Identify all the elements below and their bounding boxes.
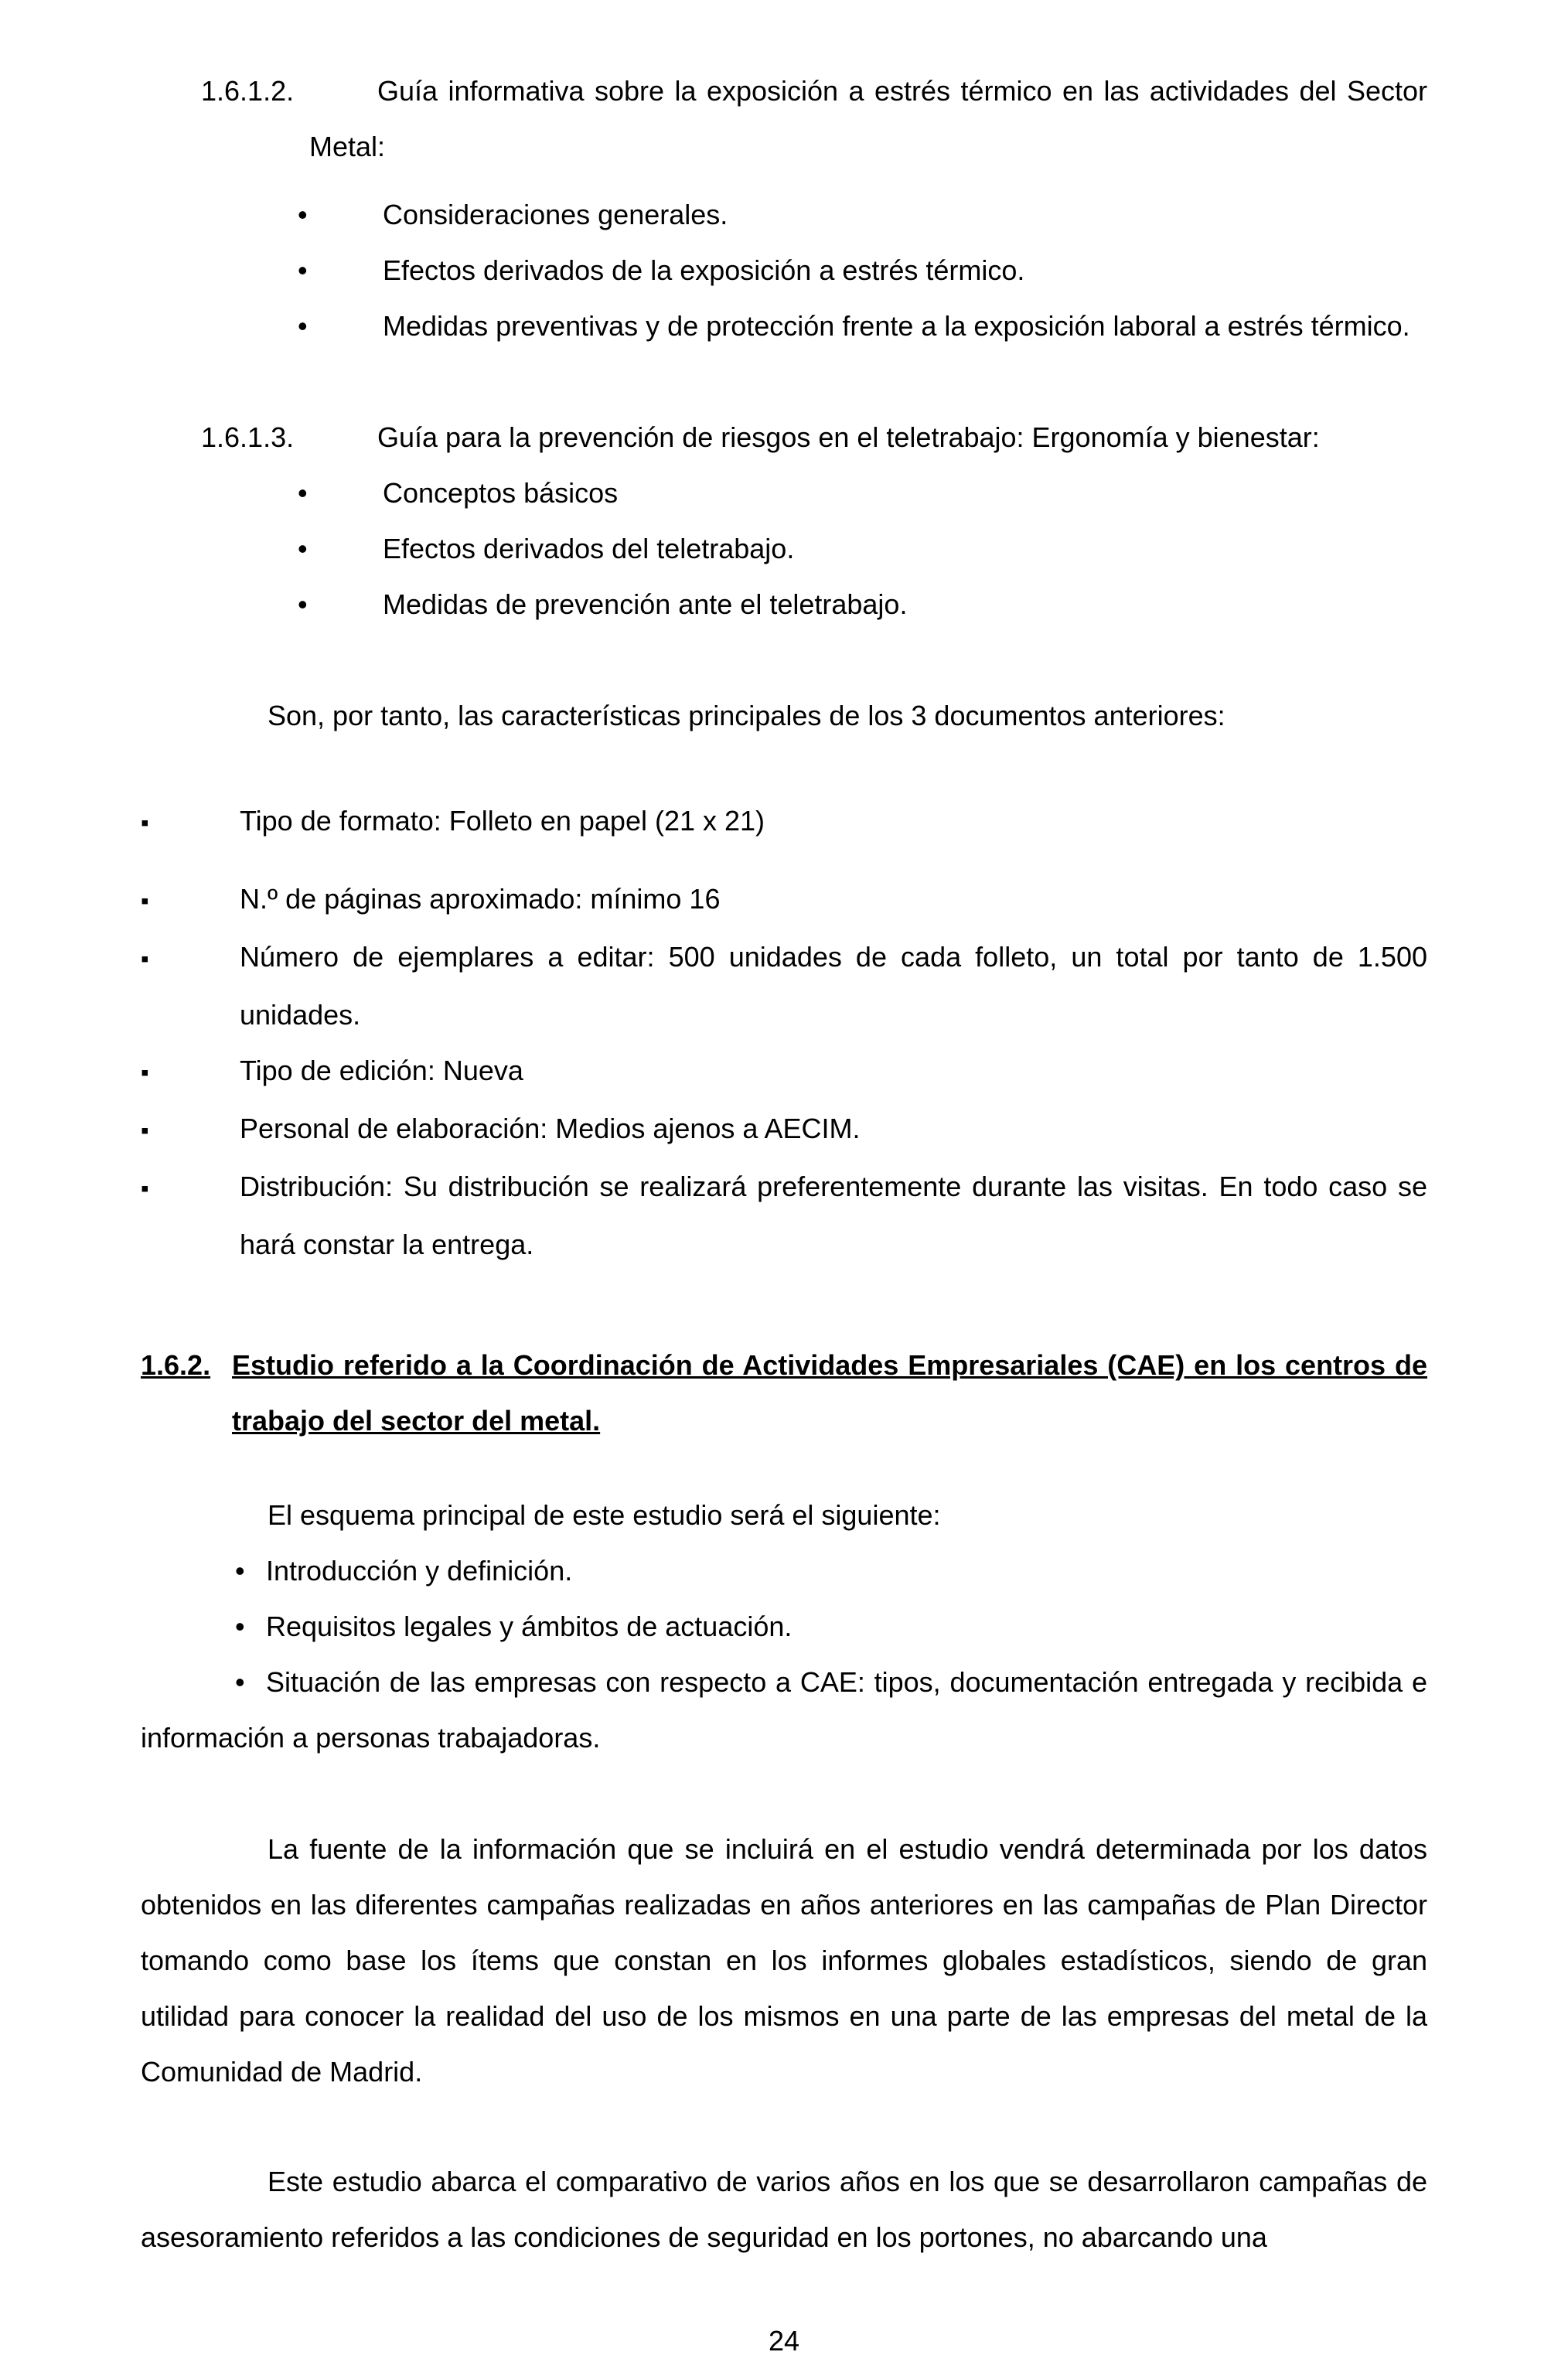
bullet-icon: • xyxy=(235,1666,245,1698)
list-item xyxy=(141,929,1427,1043)
list-item-text: Requisitos legales y ámbitos de actuación. xyxy=(266,1611,793,1642)
section-title: Guía para la prevención de riesgos en el teletrabajo: Ergonomía y bienestar: xyxy=(377,421,1320,453)
list-item-text: Introducción y definición. xyxy=(266,1555,573,1587)
list-item-text: Consideraciones generales. xyxy=(383,199,728,230)
section-number: 1.6.1.3. xyxy=(201,421,295,453)
list-item-text: Tipo de formato: Folleto en papel (21 x 21) xyxy=(240,805,765,837)
bullet-icon: • xyxy=(235,1611,245,1642)
page-number: 24 xyxy=(768,2325,800,2357)
list-item xyxy=(141,521,1427,577)
list-item xyxy=(141,187,1427,243)
list-item xyxy=(141,1101,1427,1159)
esquema-list xyxy=(141,1543,1427,1766)
list-item-text: Distribución: Su distribución se realizará preferentemente durante las visitas. En todo caso se hará constar la entrega. xyxy=(240,1171,1427,1260)
bullet-icon: • xyxy=(298,310,308,342)
list-item xyxy=(141,465,1427,521)
paragraph-intro: Son, por tanto, las características principales de los 3 documentos anteriores: xyxy=(268,700,1225,731)
list-item-text: Número de ejemplares a editar: 500 unidades de cada folleto, un total por tanto de 1.500 unidades. xyxy=(240,941,1427,1031)
list-item-text: N.º de páginas aproximado: mínimo 16 xyxy=(240,883,721,915)
paragraph-fuente: La fuente de la información que se incluirá en el estudio vendrá determinada por los datos obtenidos en las diferentes campañas realizadas en años anteriores en las campañas de Plan Director tomando como base los ítems que constan en los informes globales estadísticos, siendo de gran utilidad para conocer la realidad del uso de los mismos en una parte de las empresas del metal de la Comunidad de Madrid. xyxy=(141,1833,1427,2088)
list-item xyxy=(141,1599,1427,1655)
bullet-icon: • xyxy=(298,254,308,286)
section-heading-162 xyxy=(141,1338,1427,1449)
list-item-text: Efectos derivados de la exposición a estrés térmico. xyxy=(383,254,1025,286)
list-item-text: Medidas preventivas y de protección frente a la exposición laboral a estrés térmico. xyxy=(383,310,1410,342)
section-title: Guía informativa sobre la exposición a estrés térmico en las actividades del Sector Metal: xyxy=(309,75,1427,162)
list-item-text: Situación de las empresas con respecto a CAE: tipos, documentación entregada y recibida e información a personas trabajadoras. xyxy=(141,1666,1427,1754)
list-item xyxy=(141,243,1427,298)
bullet-list-1613 xyxy=(141,465,1427,632)
list-item xyxy=(141,577,1427,632)
list-item xyxy=(141,1159,1427,1273)
section-number: 1.6.2. xyxy=(141,1349,211,1381)
section-heading-1612 xyxy=(141,63,1427,175)
list-item xyxy=(141,1043,1427,1101)
section-number: 1.6.1.2. xyxy=(201,75,295,107)
paragraph-estudio: Este estudio abarca el comparativo de varios años en los que se desarrollaron campañas de asesoramiento referidos a las condiciones de seguridad en los portones, no abarcando una xyxy=(141,2166,1427,2253)
list-item xyxy=(141,1655,1427,1766)
bullet-icon: • xyxy=(298,588,308,620)
bullet-icon: • xyxy=(298,199,308,230)
square-bullet-icon: ▪ xyxy=(141,1118,149,1144)
section-title: Estudio referido a la Coordinación de Actividades Empresariales (CAE) en los centros de trabajo del sector del metal. xyxy=(232,1349,1427,1437)
list-item xyxy=(141,1543,1427,1599)
spec-list xyxy=(141,793,1427,1273)
bullet-list-1612 xyxy=(141,187,1427,354)
list-item xyxy=(141,871,1427,929)
list-item xyxy=(141,298,1427,354)
square-bullet-icon: ▪ xyxy=(141,946,149,972)
section-heading-1613 xyxy=(141,410,1427,465)
list-item xyxy=(141,793,1427,851)
square-bullet-icon: ▪ xyxy=(141,1060,149,1086)
list-item-text: Personal de elaboración: Medios ajenos a AECIM. xyxy=(240,1113,861,1144)
square-bullet-icon: ▪ xyxy=(141,888,149,914)
bullet-icon: • xyxy=(298,533,308,564)
list-item-text: Tipo de edición: Nueva xyxy=(240,1055,523,1086)
paragraph-esquema-lead: El esquema principal de este estudio será el siguiente: xyxy=(268,1499,941,1531)
list-item-text: Efectos derivados del teletrabajo. xyxy=(383,533,795,564)
square-bullet-icon: ▪ xyxy=(141,810,149,836)
bullet-icon: • xyxy=(298,477,308,509)
bullet-icon: • xyxy=(235,1555,245,1587)
square-bullet-icon: ▪ xyxy=(141,1176,149,1202)
list-item-text: Medidas de prevención ante el teletrabajo. xyxy=(383,588,908,620)
list-item-text: Conceptos básicos xyxy=(383,477,619,509)
